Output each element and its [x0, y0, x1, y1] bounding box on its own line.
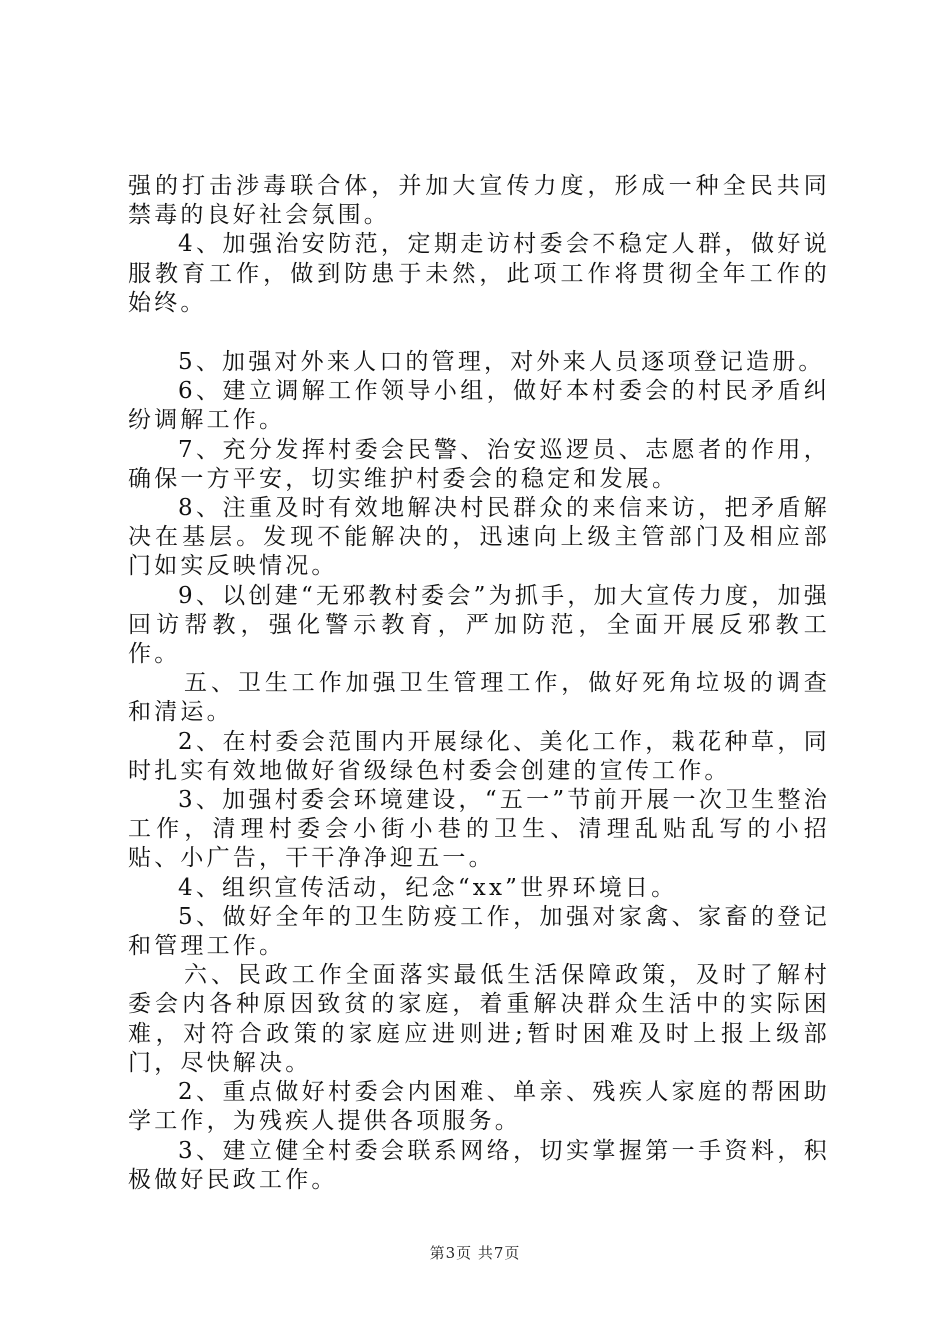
paragraph: 2、在村委会范围内开展绿化、美化工作，栽花种草，同时扎实有效地做好省级绿色村委会创建的宣传工作。	[128, 728, 830, 784]
paragraph: 3、加强村委会环境建设，“五一”节前开展一次卫生整治工作，清理村委会小街小巷的卫生、清理乱贴乱写的小招贴、小广告，干干净净迎五一。	[128, 787, 830, 872]
paragraph: 9、以创建“无邪教村委会”为抓手，加大宣传力度，加强回访帮教，强化警示教育，严加防范，全面开展反邪教工作。	[128, 582, 830, 668]
section-heading-paragraph: 五、卫生工作加强卫生管理工作，做好死角垃圾的调查和清运。	[128, 670, 830, 726]
paragraph: 7、充分发挥村委会民警、治安巡逻员、志愿者的作用，确保一方平安，切实维护村委会的稳定和发展。	[128, 436, 830, 492]
paragraph: 3、建立健全村委会联系网络，切实掌握第一手资料，积极做好民政工作。	[128, 1137, 830, 1193]
paragraph: 8、注重及时有效地解决村民群众的来信来访，把矛盾解决在基层。发现不能解决的，迅速向上级主管部门及相应部门如实反映情况。	[128, 495, 830, 580]
body-text	[128, 172, 830, 1195]
paragraph: 6、建立调解工作领导小组，做好本村委会的村民矛盾纠纷调解工作。	[128, 378, 830, 434]
paragraph: 5、做好全年的卫生防疫工作，加强对家禽、家畜的登记和管理工作。	[128, 903, 830, 960]
paragraph: 4、组织宣传活动，纪念“xx”世界环境日。	[178, 874, 678, 901]
page-footer: 第3页 共7页	[429, 1244, 521, 1262]
paragraph: 5、加强对外来人口的管理，对外来人员逐项登记造册。	[178, 349, 825, 376]
paragraph: 2、重点做好村委会内困难、单亲、残疾人家庭的帮困助学工作，为残疾人提供各项服务。	[128, 1079, 830, 1135]
paragraph: 强的打击涉毒联合体，并加大宣传力度，形成一种全民共同禁毒的良好社会氛围。	[128, 173, 830, 229]
section-heading-paragraph: 六、民政工作全面落实最低生活保障政策，及时了解村委会内各种原因致贫的家庭，着重解决群众生活中的实际困难，对符合政策的家庭应进则进;暂时困难及时上报上级部门，尽快解决。	[128, 962, 830, 1076]
paragraph: 4、加强治安防范，定期走访村委会不稳定人群，做好说服教育工作，做到防患于未然，此项工作将贯彻全年工作的始终。	[128, 231, 830, 316]
